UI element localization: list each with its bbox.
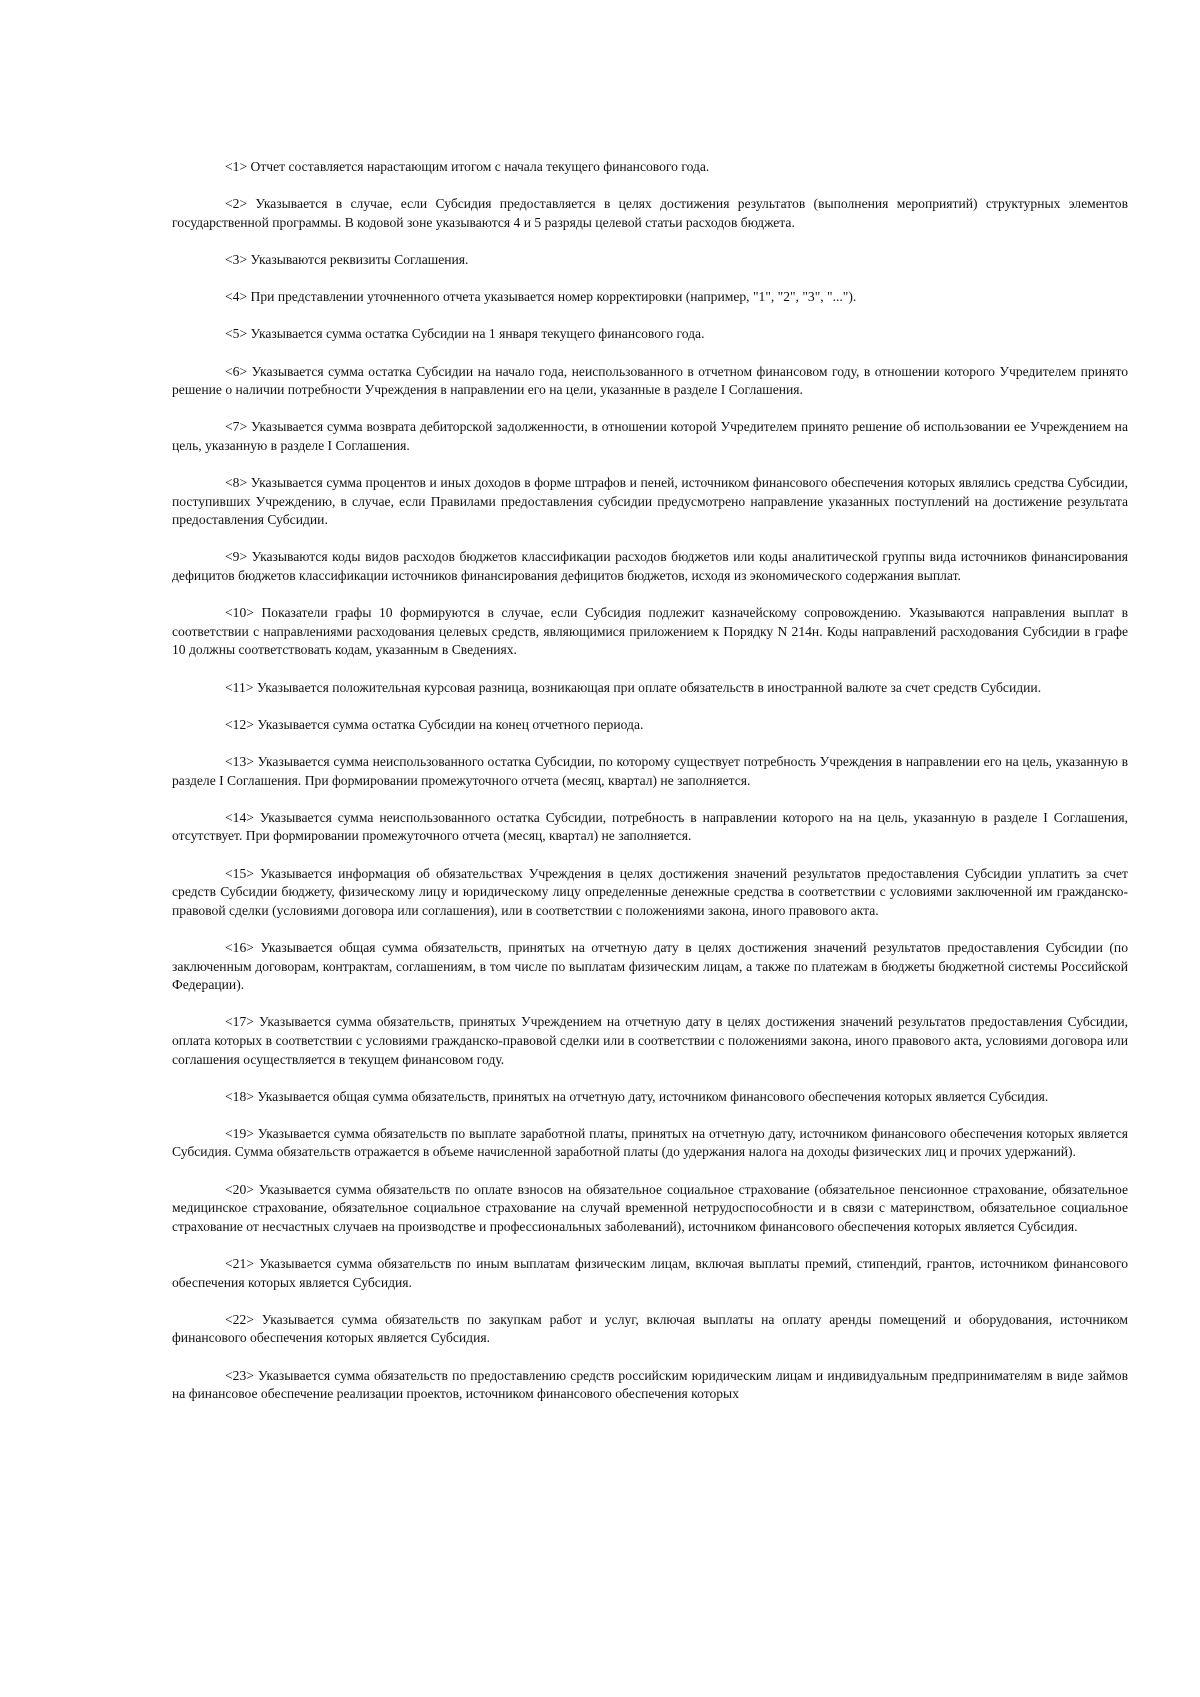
footnote-10: <10> Показатели графы 10 формируются в случае, если Субсидия подлежит казначейскому сопровождению. Указываются направления выплат в соответствии с направлениями расходования целевых средств, являющимися приложением к Порядку N 214н. Коды направлений расходования Субсидии в графе 10 должны соответствовать кодам, указанным в Сведениях. xyxy=(172,605,1128,658)
footnote-19: <19> Указывается сумма обязательств по выплате заработной платы, принятых на отчетную дату, источником финансового обеспечения которых является Субсидия. Сумма обязательств отражается в объеме начисленной заработной платы (до удержания налога на доходы физических лиц и прочих удержаний). xyxy=(172,1125,1128,1160)
footnote-4: <4> При представлении уточненного отчета указывается номер корректировки (например, "1", "2", "3", "..."). xyxy=(225,289,857,305)
footnote-3: <3> Указываются реквизиты Соглашения. xyxy=(225,251,469,267)
footnote-21: <21> Указывается сумма обязательств по иным выплатам физическим лицам, включая выплаты премий, стипендий, грантов, источником финансового обеспечения которых является Субсидия. xyxy=(172,1256,1128,1290)
footnote-9: <9> Указываются коды видов расходов бюджетов классификации расходов бюджетов или коды аналитической группы вида источников финансирования дефицитов бюджетов классификации источников финансирования дефицитов бюджетов, исходя из экономического содержания выплат. xyxy=(172,549,1128,584)
footnote-20: <20> Указывается сумма обязательств по оплате взносов на обязательное социальное страхование (обязательное пенсионное страхование, обязательное медицинское страхование, обязательное социальное страхование на случай временной нетрудоспособности и в связи с материнством, обязательное социальное страхование от несчастных случаев на производстве и профессиональных заболеваний), источником финансового обеспечения которых является Субсидия. xyxy=(172,1181,1128,1234)
footnote-7: <7> Указывается сумма возврата дебиторской задолженности, в отношении которой Учредителем принято решение об использовании ее Учреждением на цель, указанную в разделе I Соглашения. xyxy=(172,419,1128,453)
footnote-1: <1> Отчет составляется нарастающим итогом с начала текущего финансового года. xyxy=(225,159,710,174)
footnote-14: <14> Указывается сумма неиспользованного остатка Субсидии, потребность в направлении которого на на цель, указанную в разделе I Соглашения, отсутствует. При формировании промежуточного отчета (месяц, квартал) не заполняется. xyxy=(172,809,1128,844)
footnote-18: <18> Указывается общая сумма обязательств, принятых на отчетную дату, источником финансового обеспечения которых является Субсидия. xyxy=(225,1088,1049,1104)
footnote-5: <5> Указывается сумма остатка Субсидии на 1 января текущего финансового года. xyxy=(225,326,705,342)
footnote-22: <22> Указывается сумма обязательств по закупкам работ и услуг, включая выплаты на оплату аренды помещений и оборудования, источником финансового обеспечения которых является Субсидия. xyxy=(172,1311,1128,1346)
footnote-6: <6> Указывается сумма остатка Субсидии на начало года, неиспользованного в отчетном финансовом году, в отношении которого Учредителем принято решение о наличии потребности Учреждения в направлении его на цели, указанные в разделе I Соглашения. xyxy=(172,363,1128,398)
footnote-2: <2> Указывается в случае, если Субсидия предоставляется в целях достижения результатов (выполнения мероприятий) структурных элементов государственной программы. В кодовой зоне указываются 4 и 5 разряды целевой статьи расходов бюджета. xyxy=(172,196,1128,230)
footnote-13: <13> Указывается сумма неиспользованного остатка Субсидии, по которому существует потребность Учреждения в направлении его на цель, указанную в разделе I Соглашения. При формировании промежуточного отчета (месяц, квартал) не заполняется. xyxy=(172,754,1128,788)
footnote-16: <16> Указывается общая сумма обязательств, принятых на отчетную дату в целях достижения значений результатов предоставления Субсидии (по заключенным договорам, контрактам, соглашениям, в том числе по выплатам физическим лицам, а также по платежам в бюджеты бюджетной системы Российской Федерации). xyxy=(172,939,1128,993)
footnote-11: <11> Указывается положительная курсовая разница, возникающая при оплате обязательств в иностранной валюте за счет средств Субсидии. xyxy=(225,679,1042,695)
footnote-15: <15> Указывается информация об обязательствах Учреждения в целях достижения значений результатов предоставления Субсидии уплатить за счет средств Субсидии бюджету, физическому лицу и юридическому лицу определенные денежные средства в соответствии с условиями заключенной им гражданско-правовой сделки (условиями договора или соглашения), или в соответствии с положениями закона, иного правового акта. xyxy=(172,865,1128,918)
footnote-12: <12> Указывается сумма остатка Субсидии на конец отчетного периода. xyxy=(225,716,644,732)
footnote-17: <17> Указывается сумма обязательств, принятых Учреждением на отчетную дату в целях достижения значений результатов предоставления Субсидии, оплата которых в соответствии с условиями гражданско-правовой сделки или в соответствии с положениями закона, иного правового акта, условиями договора или соглашения осуществляется в текущем финансовом году. xyxy=(172,1014,1128,1067)
footnote-23: <23> Указывается сумма обязательств по предоставлению средств российским юридическим лицам и индивидуальным предпринимателям в виде займов на финансовое обеспечение реализации проектов, источником финансового обеспечения которых xyxy=(172,1367,1128,1402)
footnote-8: <8> Указывается сумма процентов и иных доходов в форме штрафов и пеней, источником финансового обеспечения которых являлись средства Субсидии, поступивших Учреждению, в случае, если Правилами предоставления субсидии предусмотрено направление указанных поступлений на достижение результата предоставления Субсидии. xyxy=(172,475,1128,528)
footnotes-list xyxy=(172,158,1128,1422)
